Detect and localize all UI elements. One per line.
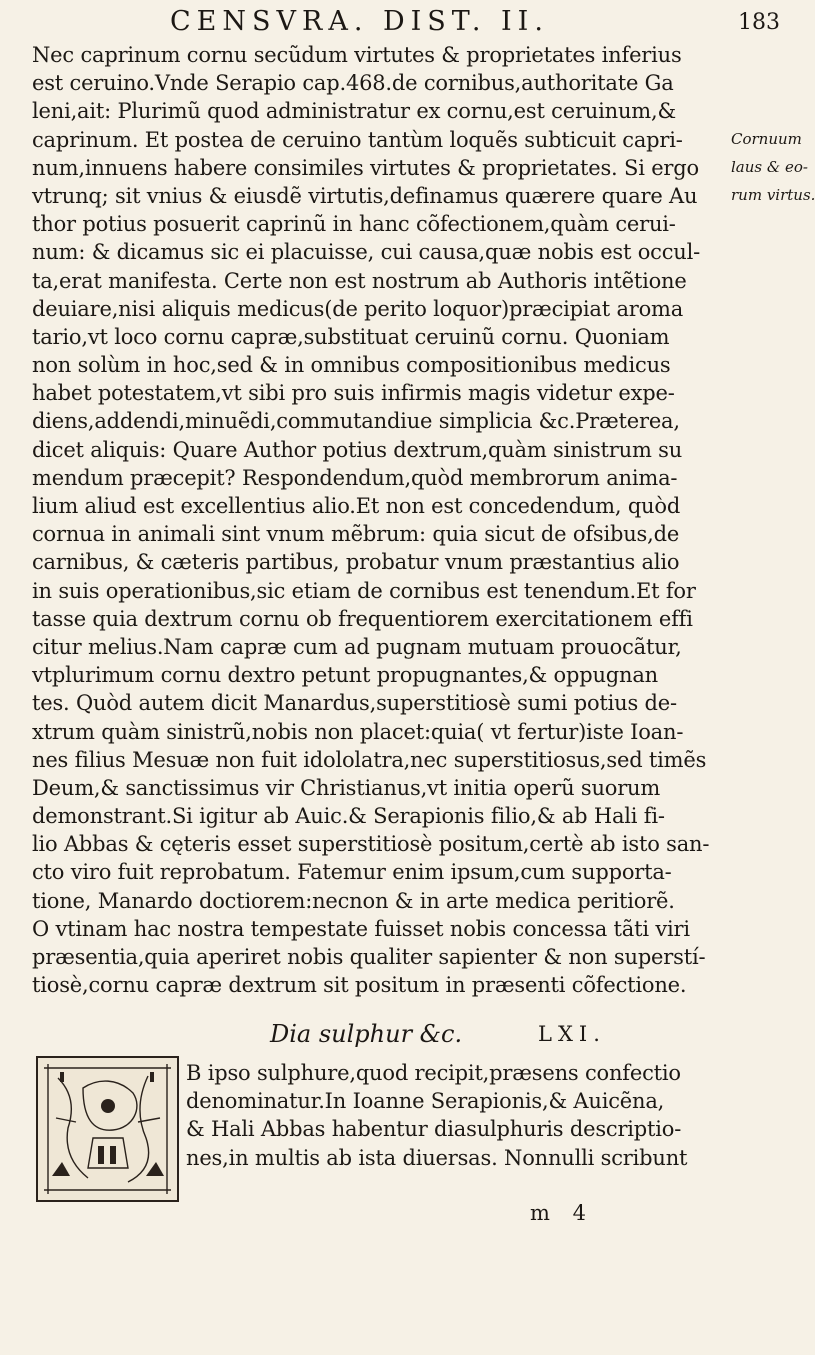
marginal-note-line: Cornuum: [731, 130, 802, 148]
text-line: tes. Quòd autem dicit Manardus,superstitiosè sumi potius de-: [32, 691, 677, 716]
text-line: diens,addendi,minuẽdi,commutandiue simplicia &c.Præterea,: [32, 409, 680, 434]
marginal-note: [731, 125, 815, 210]
section-number: LXI.: [538, 1022, 606, 1046]
text-line: xtrum quàm sinistrũ,nobis non placet:quia( vt fertur)iste Ioan-: [32, 719, 684, 744]
text-line: num: & dicamus sic ei placuisse, cui causa,quæ nobis est occul-: [32, 240, 701, 265]
text-line: num,innuens habere consimiles virtutes & proprietates. Si ergo: [32, 155, 699, 180]
running-head-title: CENSVRA. DIST. II.: [170, 6, 549, 37]
decorated-initial-woodcut: [36, 1056, 179, 1202]
section-text: [186, 1059, 746, 1172]
text-line: cornua in animali sint vnum mẽbrum: quia sicut de ofsibus,de: [32, 522, 680, 547]
text-line: mendum præcepit? Respondendum,quòd membrorum anima-: [32, 465, 678, 490]
text-line: thor potius posuerit caprinũ in hanc cõfectionem,quàm cerui-: [32, 212, 676, 237]
section-text-line: nes,in multis ab ista diuersas. Nonnulli scribunt: [186, 1145, 688, 1170]
section-text-line: B ipso sulphure,quod recipit,præsens confectio: [186, 1061, 681, 1085]
section-title: Dia sulphur &c.: [270, 1020, 463, 1048]
text-line: præsentia,quia aperiret nobis qualiter sapienter & non superstí-: [32, 945, 706, 969]
text-line: nes filius Mesuæ non fuit idololatra,nec superstitiosus,sed timẽs: [32, 747, 707, 772]
text-line: tiosè,cornu capræ dextrum sit positum in præsenti cõfectione.: [32, 973, 687, 998]
text-line: Deum,& sanctissimus vir Christianus,vt initia operũ suorum: [32, 775, 661, 800]
text-line: tasse quia dextrum cornu ob frequentiorem exercitationem effi: [32, 606, 693, 631]
text-line: lio Abbas & cęteris esset superstitiosè positum,certè ab isto san-: [32, 832, 710, 857]
text-line: vtplurimum cornu dextro petunt propugnantes,& oppugnan: [32, 663, 658, 688]
body-text: [32, 41, 744, 999]
text-line: dicet aliquis: Quare Author potius dextrum,quàm sinistrum su: [32, 437, 683, 462]
marginal-note-line: rum virtus.: [731, 186, 815, 205]
running-head: [0, 4, 800, 38]
signature-mark: m 4: [530, 1201, 594, 1225]
text-line: non solùm in hoc,sed & in omnibus compositionibus medicus: [32, 353, 671, 378]
text-line: deuiare,nisi aliquis medicus(de perito loquor)præcipiat aroma: [32, 296, 684, 321]
text-line: vtrunq; sit vnius & eiusdẽ virtutis,definamus quærere quare Au: [32, 183, 698, 208]
text-line: ta,erat manifesta. Certe non est nostrum ab Authoris intẽtione: [32, 268, 687, 293]
text-line: cto viro fuit reprobatum. Fatemur enim ipsum,cum supporta-: [32, 860, 672, 885]
section-text-line: & Hali Abbas habentur diasulphuris descriptio-: [186, 1117, 682, 1142]
text-line: tario,vt loco cornu capræ,substituat ceruinũ cornu. Quoniam: [32, 324, 670, 349]
woodcut-illustration: [38, 1058, 177, 1200]
text-line: lium aliud est excellentius alio.Et non est concedendum, quòd: [32, 494, 681, 518]
text-line: leni,ait: Plurimũ quod administratur ex cornu,est ceruinum,&: [32, 99, 676, 124]
text-line: habet potestatem,vt sibi pro suis infirmis magis videtur expe-: [32, 381, 675, 406]
text-line: demonstrant.Si igitur ab Auic.& Serapionis filio,& ab Hali fi-: [32, 804, 665, 829]
section-heading: [0, 1020, 800, 1052]
text-line: est ceruino.Vnde Serapio cap.468.de cornibus,authoritate Ga: [32, 71, 674, 96]
text-line: in suis operationibus,sic etiam de cornibus est tenendum.Et for: [32, 578, 696, 603]
text-line: tione, Manardo doctiorem:necnon & in arte medica peritiorẽ.: [32, 888, 675, 913]
text-line: caprinum. Et postea de ceruino tantùm loquẽs subticuit capri-: [32, 127, 683, 152]
text-line: citur melius.Nam capræ cum ad pugnam mutuam prouocãtur,: [32, 634, 682, 659]
page-number: 183: [738, 10, 780, 35]
text-line: carnibus, & cæteris partibus, probatur vnum præstantius alio: [32, 550, 680, 575]
text-line: O vtinam hac nostra tempestate fuisset nobis concessa tãti viri: [32, 916, 690, 941]
marginal-note-line: laus & eo-: [731, 158, 808, 177]
text-line: Nec caprinum cornu secũdum virtutes & proprietates inferius: [32, 43, 682, 67]
section-text-line: denominatur.In Ioanne Serapionis,& Auicẽna,: [186, 1089, 665, 1114]
